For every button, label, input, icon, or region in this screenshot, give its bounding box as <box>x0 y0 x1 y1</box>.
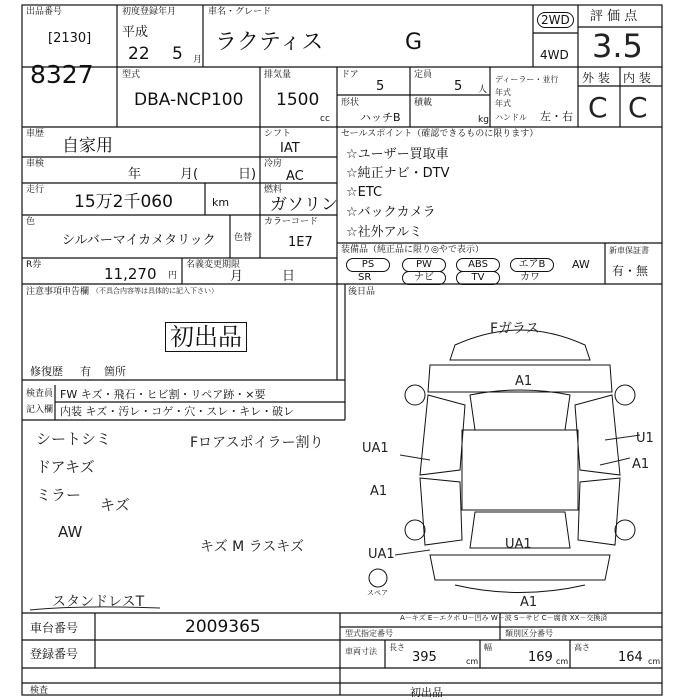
recycle-unit: 円 <box>168 271 178 281</box>
fuel: ガソリン <box>270 195 338 215</box>
caution-label: 注意事項申告欄 <box>26 287 90 297</box>
repair-label: 修復歴 <box>30 365 63 378</box>
new-car-value: 有・無 <box>612 264 649 278</box>
model-label: 型式 <box>122 70 141 80</box>
load-label: 積載 <box>414 98 433 108</box>
shift: IAT <box>280 141 300 156</box>
name-change-label: 名義変更期限 <box>186 260 241 270</box>
mileage-unit: km <box>212 196 230 209</box>
model: DBA-NCP100 <box>134 90 244 110</box>
selling-points-label: セールスポイント（確認できるものに限ります） <box>341 129 539 139</box>
chassis: 2009365 <box>185 617 261 637</box>
length-label: 長さ <box>389 643 405 652</box>
interior-check-row: 内装 キズ・汚レ・コゲ・穴・スレ・キレ・破レ <box>60 405 295 418</box>
repair-unit: 箇所 <box>104 365 126 378</box>
shape-label: 形状 <box>341 98 360 108</box>
first-reg-label: 初度登録年月 <box>122 7 177 17</box>
hand-note-top: Fガラス <box>490 321 540 337</box>
seat-unit: 人 <box>478 85 488 95</box>
record-label: 記入欄 <box>26 405 54 415</box>
shift-label: シフト <box>264 129 292 139</box>
footer-first-listing: 初出品 <box>410 686 443 699</box>
equipment-label: 装備品（純正品に限り◎やで表示） <box>341 245 484 255</box>
grade: G <box>405 30 423 55</box>
name-label: 車名・グレード <box>208 7 272 17</box>
lot-number: 8327 <box>30 60 94 89</box>
score-label: 評 価 点 <box>590 9 638 24</box>
caution-sub: （不具合内容等は具体的に記入下さい） <box>92 287 218 295</box>
equip-leather: カワ <box>520 272 540 283</box>
month-unit: 月 <box>193 55 203 65</box>
damage-mark: A1 <box>370 484 388 499</box>
width-label: 幅 <box>484 643 492 652</box>
repair-value: 有 <box>80 365 91 378</box>
cc: 1500 <box>276 90 320 110</box>
damage-mark: A1 <box>632 457 650 472</box>
recycle-label: R券 <box>26 260 42 270</box>
mileage: 15万2千060 <box>74 192 173 212</box>
doors: 5 <box>376 79 385 94</box>
selling-point-item: ☆バックカメラ <box>346 205 436 220</box>
car-name: ラクティス <box>215 30 324 55</box>
hand-note: ミラー <box>36 486 82 504</box>
use: 自家用 <box>62 136 113 156</box>
postscript-label: 後日品 <box>348 287 376 297</box>
width-unit: cm <box>556 657 569 666</box>
color-code: 1E7 <box>288 235 313 250</box>
damage-mark: UA1 <box>362 441 389 456</box>
equip-pw: PW <box>402 258 446 272</box>
damage-mark: A1 <box>520 595 538 610</box>
color-label: 色 <box>26 217 36 227</box>
chassis-label: 車台番号 <box>30 621 79 635</box>
equip-sr: SR <box>358 272 372 283</box>
mileage-label: 走行 <box>26 185 45 195</box>
load-unit: kg <box>478 115 489 125</box>
drive-4wd: 4WD <box>540 48 569 62</box>
reg-label: 登録番号 <box>30 647 79 661</box>
damage-mark: UA1 <box>505 537 532 552</box>
fuel-label: 燃料 <box>264 185 283 195</box>
hand-note-front: Fロアスポイラー割り <box>190 435 324 451</box>
damage-mark: U1 <box>636 431 654 446</box>
color-code-label: カラーコード <box>264 217 319 227</box>
hand-note: キズ <box>100 496 130 514</box>
year: 22 <box>128 44 150 64</box>
damage-mark: UA1 <box>368 547 395 562</box>
shape: ハッチB <box>360 111 401 124</box>
ext-grade: C <box>588 91 608 124</box>
handle: 左・右 <box>540 110 573 123</box>
seat-label: 定員 <box>414 70 433 80</box>
inspection-year: 年 <box>128 167 142 182</box>
hand-note: スタンドレスT <box>52 594 145 610</box>
spare-label: スペア <box>367 589 388 597</box>
height: 164 <box>618 650 643 665</box>
ac: AC <box>286 169 304 184</box>
int-label: 内 装 <box>623 71 651 85</box>
fw-check-row: FW キズ・飛石・ヒビ割・リペア跡・×要 <box>60 388 266 401</box>
first-listing-stamp: 初出品 <box>165 322 247 352</box>
equip-aw: AW <box>572 258 590 271</box>
color: シルバーマイカメタリック <box>62 233 216 248</box>
name-change-month: 月 <box>230 269 244 284</box>
selling-point-item: ☆社外アルミ <box>346 225 423 240</box>
size-label: 車両寸法 <box>345 647 377 656</box>
hand-note: ドアキズ <box>36 458 95 476</box>
length-unit: cm <box>466 657 479 666</box>
type-label: 型式指定番号 <box>345 629 393 638</box>
width: 169 <box>528 650 553 665</box>
name-change-day: 日 <box>282 269 296 284</box>
ext-label: 外 装 <box>582 71 610 85</box>
year-label: 年式 <box>495 88 511 97</box>
cc-label: 排気量 <box>264 70 292 80</box>
inspection-month: 月( <box>180 167 199 182</box>
height-unit: cm <box>648 657 661 666</box>
recycle-amount: 11,270 <box>104 265 157 283</box>
month: 5 <box>172 44 183 64</box>
score: 3.5 <box>592 27 643 65</box>
equip-abs: ABS <box>456 258 500 272</box>
year-label-2: 年式 <box>495 99 511 108</box>
hand-note: AW <box>58 523 83 541</box>
inspector-label: 検査員 <box>26 389 54 399</box>
new-car-label: 新車保証書 <box>609 246 649 255</box>
height-label: 高さ <box>574 643 590 652</box>
seats: 5 <box>454 79 463 94</box>
inspection-day: 日) <box>238 167 257 182</box>
diagram-legend: A－キズ E－エクボ U－凹み W－波 S－サビ C－腐食 XX－交換済 <box>400 614 608 622</box>
era: 平成 <box>122 25 149 40</box>
use-label: 車歴 <box>26 129 45 139</box>
selling-point-item: ☆ユーザー買取車 <box>346 147 449 162</box>
selling-point-item: ☆ETC <box>346 185 383 200</box>
selling-point-item: ☆純正ナビ・DTV <box>346 166 450 181</box>
dealer-label: ディーラー・並行 <box>495 75 559 84</box>
ac-label: 冷房 <box>264 159 283 169</box>
damage-mark: A1 <box>515 374 533 389</box>
length: 395 <box>412 650 437 665</box>
hand-note-back: キズ M ラスキズ <box>200 539 304 555</box>
color-repaint-label: 色替 <box>234 233 253 243</box>
equip-tv: TV <box>456 271 500 285</box>
handle-label: ハンドル <box>495 113 527 122</box>
int-grade: C <box>628 91 648 124</box>
equip-airbag: エアB <box>510 258 554 272</box>
door-label: ドア <box>341 70 359 80</box>
drive-2wd: 2WD <box>537 12 574 28</box>
inspection-label: 車検 <box>26 159 45 169</box>
class-label: 類別区分番号 <box>505 629 553 638</box>
lot-label: 出品番号 <box>26 7 63 17</box>
equip-navi: ナビ <box>402 271 446 285</box>
hand-note: シートシミ <box>36 430 112 448</box>
lot-sub: [2130] <box>48 31 92 46</box>
cc-unit: cc <box>320 114 330 124</box>
footer-inspection: 検査 <box>30 686 49 696</box>
equip-ps: PS <box>346 258 390 272</box>
